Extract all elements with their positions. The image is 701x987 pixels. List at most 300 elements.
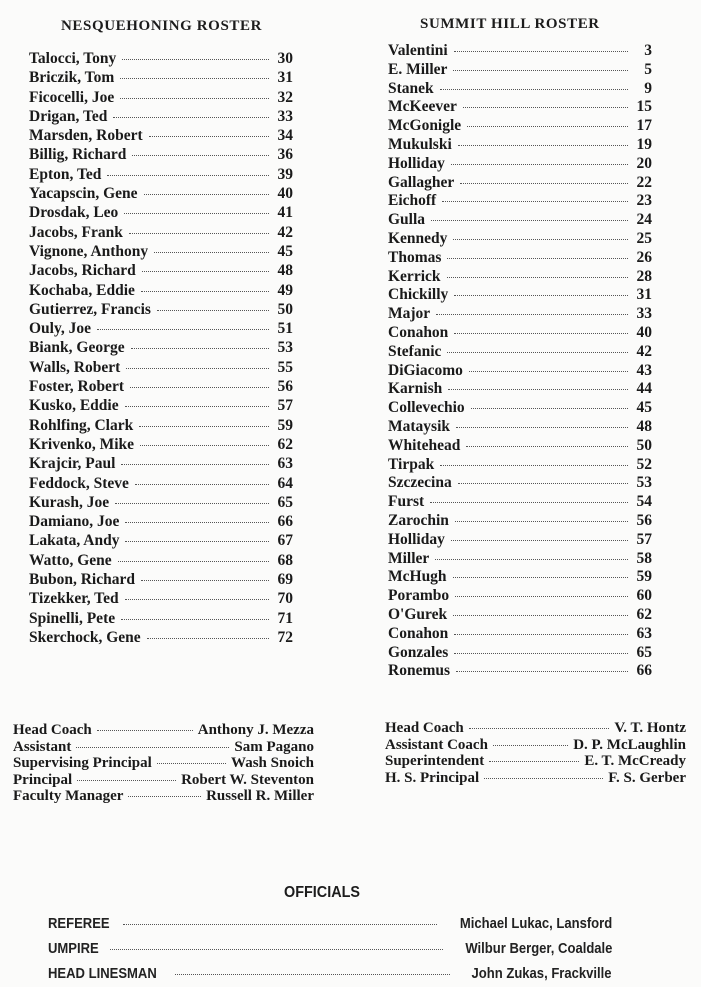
player-number: 67	[277, 532, 293, 550]
summit-hill-staff-list	[385, 720, 686, 786]
dot-leader	[484, 778, 603, 779]
roster-row	[29, 261, 293, 280]
dot-leader	[118, 561, 269, 562]
player-name: Jacobs, Richard	[29, 262, 136, 280]
staff-name: E. T. McCready	[584, 753, 686, 769]
dot-leader	[128, 796, 201, 797]
roster-row	[388, 625, 652, 644]
player-number: 59	[636, 568, 652, 586]
player-number: 54	[636, 493, 652, 511]
dot-leader	[442, 201, 628, 202]
player-name: Billig, Richard	[29, 146, 127, 164]
player-number: 65	[277, 493, 293, 511]
player-number: 53	[277, 339, 293, 357]
roster-row	[388, 80, 652, 99]
staff-role: Principal	[13, 771, 73, 788]
player-number: 62	[277, 435, 293, 453]
player-name: Kennedy	[388, 229, 448, 247]
player-number: 40	[277, 185, 293, 203]
player-number: 51	[277, 320, 293, 338]
player-name: Bubon, Richard	[29, 571, 135, 589]
roster-row	[29, 242, 293, 261]
roster-row	[388, 606, 652, 625]
dot-leader	[455, 521, 628, 522]
dot-leader	[448, 389, 628, 390]
roster-row	[29, 531, 293, 550]
player-name: Drigan, Ted	[29, 107, 108, 125]
roster-row	[29, 435, 293, 454]
player-name: Yacapscin, Gene	[29, 185, 138, 203]
player-number: 33	[636, 305, 652, 323]
player-number: 17	[636, 117, 652, 135]
dot-leader	[431, 220, 628, 221]
summit-hill-roster-title: SUMMIT HILL ROSTER	[420, 16, 600, 32]
player-name: DiGiacomo	[388, 361, 463, 379]
dot-leader	[430, 502, 628, 503]
player-number: 15	[636, 98, 652, 116]
dot-leader	[120, 98, 269, 99]
dot-leader	[493, 745, 568, 746]
official-role: HEAD LINESMAN	[48, 966, 157, 982]
dot-leader	[453, 70, 628, 71]
player-name: Gonzales	[388, 643, 449, 661]
player-number: 65	[636, 643, 652, 661]
officials-list	[48, 912, 612, 987]
player-number: 5	[644, 60, 652, 78]
staff-role: Head Coach	[13, 722, 92, 738]
player-number: 57	[277, 397, 293, 415]
staff-name: V. T. Hontz	[614, 720, 686, 736]
player-number: 62	[636, 605, 652, 623]
dot-leader	[471, 408, 628, 409]
player-number: 20	[636, 154, 652, 172]
player-number: 30	[277, 50, 293, 67]
player-name: Szczecina	[388, 474, 452, 492]
player-name: Furst	[388, 493, 425, 511]
dot-leader	[115, 503, 269, 504]
dot-leader	[447, 258, 628, 259]
staff-role: H. S. Principal	[385, 769, 480, 786]
staff-name: Sam Pagano	[234, 738, 314, 755]
dot-leader	[149, 136, 269, 137]
player-number: 57	[636, 530, 652, 548]
dot-leader	[142, 271, 269, 272]
player-name: Ronemus	[388, 662, 451, 680]
player-number: 49	[277, 281, 293, 299]
player-name: Epton, Ted	[29, 165, 102, 183]
roster-row	[29, 474, 293, 493]
roster-row	[388, 42, 652, 61]
roster-row	[388, 662, 652, 681]
player-name: Foster, Robert	[29, 378, 124, 396]
staff-role: Assistant Coach	[385, 736, 488, 753]
dot-leader	[454, 51, 628, 52]
player-name: Porambo	[388, 587, 450, 605]
player-number: 9	[644, 79, 652, 97]
dot-leader	[113, 117, 269, 118]
roster-row	[388, 418, 652, 437]
dot-leader	[141, 291, 269, 292]
player-number: 50	[636, 436, 652, 454]
roster-row	[29, 223, 293, 242]
player-name: Rohlfing, Clark	[29, 416, 134, 434]
player-name: Tirpak	[388, 455, 435, 473]
player-name: Damiano, Joe	[29, 513, 120, 531]
roster-row	[388, 268, 652, 287]
roster-row	[388, 474, 652, 493]
player-name: Walls, Robert	[29, 358, 121, 376]
player-name: Gutierrez, Francis	[29, 300, 151, 318]
roster-row	[29, 396, 293, 415]
dot-leader	[123, 924, 437, 925]
roster-row	[29, 377, 293, 396]
roster-row	[388, 324, 652, 343]
player-name: McHugh	[388, 568, 447, 586]
dot-leader	[125, 541, 269, 542]
player-number: 42	[636, 342, 652, 360]
player-number: 41	[277, 204, 293, 222]
player-name: Miller	[388, 549, 430, 567]
player-name: Biank, George	[29, 339, 125, 357]
player-name: Watto, Gene	[29, 551, 112, 569]
player-name: Feddock, Steve	[29, 474, 129, 492]
player-number: 70	[277, 590, 293, 608]
player-number: 45	[277, 242, 293, 260]
player-name: Collevechio	[388, 399, 465, 417]
dot-leader	[489, 761, 579, 762]
player-number: 64	[277, 474, 293, 492]
dot-leader	[122, 59, 269, 60]
staff-role: Superintendent	[385, 753, 485, 769]
player-number: 53	[636, 474, 652, 492]
roster-row	[388, 286, 652, 305]
player-number: 39	[277, 165, 293, 183]
official-role: UMPIRE	[48, 941, 99, 957]
player-name: Ouly, Joe	[29, 320, 92, 338]
player-number: 66	[277, 513, 293, 531]
staff-row	[13, 722, 314, 739]
dot-leader	[129, 233, 269, 234]
player-name: Lakata, Andy	[29, 532, 120, 550]
officials-title: OFFICIALS	[284, 884, 360, 901]
dot-leader	[76, 747, 229, 748]
official-row	[48, 912, 612, 937]
staff-row	[385, 737, 686, 754]
player-number: 45	[636, 399, 652, 417]
player-name: Vignone, Anthony	[29, 242, 149, 260]
player-name: Kochaba, Eddie	[29, 281, 135, 299]
player-name: Ficocelli, Joe	[29, 88, 115, 106]
player-number: 56	[636, 511, 652, 529]
nesquehoning-staff-list	[13, 722, 314, 805]
player-name: Stanek	[388, 79, 434, 97]
player-number: 43	[636, 361, 652, 379]
dot-leader	[435, 559, 628, 560]
player-name: Chickilly	[388, 286, 449, 304]
player-name: Tizekker, Ted	[29, 590, 119, 608]
player-number: 24	[636, 211, 652, 229]
official-row	[48, 962, 612, 987]
dot-leader	[440, 89, 628, 90]
player-number: 36	[277, 146, 293, 164]
player-name: Skerchock, Gene	[29, 628, 141, 646]
official-row	[48, 937, 612, 962]
dot-leader	[453, 239, 628, 240]
dot-leader	[135, 484, 269, 485]
staff-name: F. S. Gerber	[608, 769, 686, 786]
roster-row	[29, 145, 293, 164]
roster-row	[388, 587, 652, 606]
dot-leader	[147, 638, 269, 639]
dot-leader	[121, 464, 269, 465]
player-number: 31	[277, 69, 293, 87]
player-number: 50	[277, 300, 293, 318]
dot-leader	[456, 671, 628, 672]
staff-name: Robert W. Steventon	[181, 771, 314, 788]
player-name: Kusko, Eddie	[29, 397, 119, 415]
dot-leader	[139, 426, 269, 427]
roster-row	[388, 61, 652, 80]
player-number: 42	[277, 223, 293, 241]
player-number: 55	[277, 358, 293, 376]
player-number: 28	[636, 267, 652, 285]
staff-name: D. P. McLaughlin	[573, 736, 686, 753]
dot-leader	[107, 175, 269, 176]
dot-leader	[469, 728, 610, 729]
player-number: 22	[636, 173, 652, 191]
roster-row	[29, 126, 293, 145]
roster-row	[29, 512, 293, 531]
player-number: 56	[277, 378, 293, 396]
dot-leader	[454, 295, 628, 296]
player-number: 19	[636, 135, 652, 153]
player-name: Eichoff	[388, 192, 437, 210]
dot-leader	[460, 183, 628, 184]
player-number: 23	[636, 192, 652, 210]
roster-row	[388, 136, 652, 155]
player-name: Talocci, Tony	[29, 50, 117, 67]
roster-row	[388, 249, 652, 268]
player-name: Jacobs, Frank	[29, 223, 123, 241]
staff-role: Supervising Principal	[13, 755, 152, 771]
player-number: 63	[277, 455, 293, 473]
staff-row	[385, 770, 686, 787]
dot-leader	[447, 277, 628, 278]
player-number: 32	[277, 88, 293, 106]
roster-row	[388, 493, 652, 512]
dot-leader	[451, 540, 628, 541]
official-role: REFEREE	[48, 916, 110, 932]
dot-leader	[440, 465, 628, 466]
player-number: 52	[636, 455, 652, 473]
player-number: 33	[277, 107, 293, 125]
roster-row	[29, 338, 293, 357]
player-name: Briczik, Tom	[29, 69, 115, 87]
official-name: Michael Lukac, Lansford	[459, 916, 612, 932]
roster-row	[388, 437, 652, 456]
roster-row	[29, 68, 293, 87]
nesquehoning-roster-title: NESQUEHONING ROSTER	[61, 18, 263, 34]
dot-leader	[454, 333, 628, 334]
roster-row	[388, 98, 652, 117]
dot-leader	[453, 577, 628, 578]
roster-row	[388, 174, 652, 193]
player-name: Whitehead	[388, 436, 461, 454]
roster-row	[388, 550, 652, 569]
player-number: 72	[277, 628, 293, 646]
dot-leader	[154, 252, 269, 253]
player-name: Spinelli, Pete	[29, 609, 116, 627]
dot-leader	[97, 329, 269, 330]
dot-leader	[447, 352, 628, 353]
player-name: Gulla	[388, 211, 426, 229]
roster-row	[29, 589, 293, 608]
roster-row	[29, 184, 293, 203]
player-name: Drosdak, Leo	[29, 204, 119, 222]
dot-leader	[451, 164, 628, 165]
staff-row	[13, 772, 314, 789]
dot-leader	[455, 596, 628, 597]
staff-name: Anthony J. Mezza	[197, 722, 314, 738]
player-name: E. Miller	[388, 60, 448, 78]
roster-row	[388, 362, 652, 381]
dot-leader	[157, 310, 269, 311]
dot-leader	[140, 445, 269, 446]
roster-row	[29, 454, 293, 473]
player-name: Major	[388, 305, 431, 323]
dot-leader	[463, 107, 628, 108]
dot-leader	[126, 368, 269, 369]
dot-leader	[454, 634, 628, 635]
player-name: Stefanic	[388, 342, 442, 360]
player-number: 3	[644, 42, 652, 59]
roster-row	[29, 88, 293, 107]
nesquehoning-roster-list	[29, 49, 293, 647]
player-name: Conahon	[388, 624, 449, 642]
roster-row	[29, 493, 293, 512]
player-name: Thomas	[388, 248, 442, 266]
dot-leader	[97, 730, 193, 731]
dot-leader	[456, 427, 628, 428]
dot-leader	[125, 522, 269, 523]
roster-row	[388, 531, 652, 550]
roster-row	[388, 192, 652, 211]
dot-leader	[110, 949, 442, 950]
player-number: 48	[636, 417, 652, 435]
roster-row	[29, 609, 293, 628]
dot-leader	[125, 599, 269, 600]
roster-row	[29, 570, 293, 589]
dot-leader	[120, 78, 269, 79]
player-name: Gallagher	[388, 173, 455, 191]
roster-row	[388, 568, 652, 587]
roster-row	[388, 399, 652, 418]
dot-leader	[121, 619, 269, 620]
staff-role: Faculty Manager	[13, 788, 124, 804]
dot-leader	[77, 780, 176, 781]
dot-leader	[157, 763, 226, 764]
dot-leader	[454, 653, 628, 654]
player-number: 60	[636, 587, 652, 605]
dot-leader	[458, 145, 628, 146]
staff-row	[13, 739, 314, 756]
player-name: Krivenko, Mike	[29, 435, 135, 453]
player-number: 69	[277, 571, 293, 589]
player-number: 25	[636, 229, 652, 247]
player-name: McGonigle	[388, 117, 462, 135]
dot-leader	[458, 483, 628, 484]
roster-row	[29, 281, 293, 300]
dot-leader	[124, 213, 269, 214]
official-name: John Zukas, Frackville	[472, 966, 612, 982]
player-number: 63	[636, 624, 652, 642]
staff-row	[385, 753, 686, 770]
roster-row	[388, 211, 652, 230]
roster-row	[29, 551, 293, 570]
player-number: 44	[636, 380, 652, 398]
player-name: Valentini	[388, 42, 448, 59]
dot-leader	[131, 348, 269, 349]
player-number: 48	[277, 262, 293, 280]
player-name: Karnish	[388, 380, 443, 398]
roster-row	[29, 165, 293, 184]
player-name: Mataysik	[388, 417, 450, 435]
roster-row	[388, 380, 652, 399]
player-name: O'Gurek	[388, 605, 448, 623]
player-number: 34	[277, 127, 293, 145]
dot-leader	[469, 371, 628, 372]
player-name: Marsden, Robert	[29, 127, 143, 145]
player-number: 26	[636, 248, 652, 266]
official-name: Wilbur Berger, Coaldale	[464, 941, 612, 957]
player-name: McKeever	[388, 98, 457, 116]
player-number: 58	[636, 549, 652, 567]
player-number: 71	[277, 609, 293, 627]
roster-row	[29, 416, 293, 435]
dot-leader	[130, 387, 269, 388]
player-name: Kerrick	[388, 267, 441, 285]
staff-name: Russell R. Miller	[206, 788, 314, 804]
roster-row	[388, 155, 652, 174]
roster-row	[388, 456, 652, 475]
dot-leader	[175, 974, 451, 975]
player-name: Conahon	[388, 323, 449, 341]
player-number: 40	[636, 323, 652, 341]
staff-role: Head Coach	[385, 720, 464, 736]
roster-row	[388, 343, 652, 362]
roster-row	[29, 203, 293, 222]
roster-row	[388, 230, 652, 249]
player-name: Zarochin	[388, 511, 449, 529]
staff-name: Wash Snoich	[231, 755, 314, 771]
summit-hill-roster-list	[388, 42, 652, 681]
roster-row	[29, 49, 293, 68]
player-name: Holliday	[388, 530, 445, 548]
dot-leader	[453, 615, 628, 616]
roster-row	[29, 358, 293, 377]
staff-row	[13, 788, 314, 805]
dot-leader	[141, 580, 269, 581]
roster-row	[388, 644, 652, 663]
dot-leader	[466, 446, 628, 447]
staff-role: Assistant	[13, 738, 72, 755]
player-name: Kurash, Joe	[29, 493, 110, 511]
staff-row	[385, 720, 686, 737]
roster-row	[388, 512, 652, 531]
player-number: 66	[636, 662, 652, 680]
roster-row	[29, 628, 293, 647]
player-name: Mukulski	[388, 135, 452, 153]
